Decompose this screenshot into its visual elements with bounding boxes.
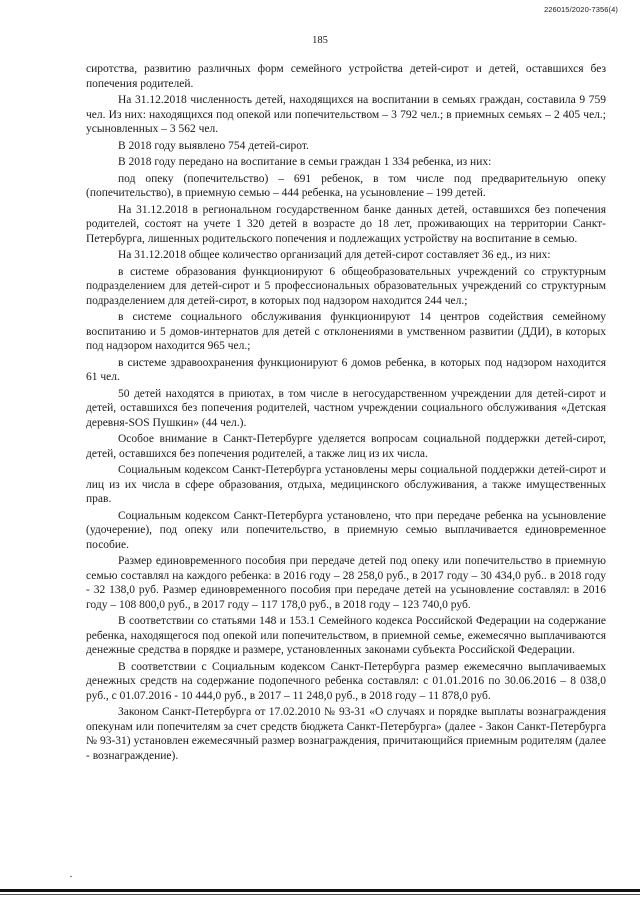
paragraph: Законом Санкт-Петербурга от 17.02.2010 № 93-31 «О случаях и порядке выплаты вознаграждения опекунам или попечителям за счет средств бюджета Санкт-Петербурга» (далее - Закон Санкт-Петербурга № 93-31) установлен ежемесячный размер вознаграждения, причитающийся приемным родителям (далее - вознаграждение). bbox=[86, 706, 606, 762]
paragraph: В 2018 году выявлено 754 детей-сирот. bbox=[118, 139, 309, 152]
paragraph: На 31.12.2018 общее количество организаций для детей-сирот составляет 36 ед., из них: bbox=[118, 249, 551, 261]
scan-artifact bbox=[70, 876, 72, 877]
paragraph: Особое внимание в Санкт-Петербурге уделяется вопросам социальной поддержки детей-сирот, детей, оставшихся без попечения родителей, а также лиц из их числа. bbox=[86, 433, 606, 460]
case-number: 226015/2020-7356(4) bbox=[543, 5, 618, 14]
paragraph: Социальным кодексом Санкт-Петербурга установлены меры социальной поддержки детей-сирот и лиц из их числа в сфере образования, отдыха, медицинского обслуживания, а также имущественных прав. bbox=[86, 464, 606, 505]
scan-edge-line-thin bbox=[0, 894, 640, 895]
document-body bbox=[86, 62, 606, 763]
paragraph: Размер единовременного пособия при передаче детей под опеку или попечительство в приемную семью составлял на каждого ребенка: в 2016 году – 28 258,0 руб., в 2017 году – 30 434,0 руб.. в 2018 году - 32 138,0 руб. Размер единовременного пособия при передаче детей на усыновление составлял: в 2016 году – 108 800,0 руб., в 2017 году – 117 178,0 руб., в 2018 году – 123 740,0 руб. bbox=[86, 555, 606, 611]
paragraph: Социальным кодексом Санкт-Петербурга установлено, что при передаче ребенка на усыновление (удочерение), под опеку или попечительство, в приемную семью выплачивается единовременное пособие. bbox=[86, 509, 606, 551]
scan-edge-line bbox=[0, 889, 640, 892]
paragraph: В 2018 году передано на воспитание в семьи граждан 1 334 ребенка, из них: bbox=[118, 156, 492, 168]
paragraph: В соответствии с Социальным кодексом Санкт-Петербурга размер ежемесячно выплачиваемых денежных средств на содержание подопечного ребенка составлял: с 01.01.2016 по 30.06.2016 – 8 038,0 руб., с 01.07.2016 - 10 444,0 руб., в 2017 – 11 248,0 руб., в 2018 году – 11 878,0 руб. bbox=[86, 660, 606, 702]
paragraph: в системе социального обслуживания функционируют 14 центров содействия семейному воспитанию и 5 домов-интернатов для детей с отклонениями в умственном развитии (ДДИ), в которых под надзором находится 965 чел.; bbox=[86, 311, 606, 352]
page-number: 185 bbox=[312, 35, 328, 46]
paragraph: в системе образования функционируют 6 общеобразовательных учреждений со структурным подразделением для детей-сирот и 5 профессиональных образовательных учреждений со структурным подразделением для детей-сирот, в которых под надзором находится 244 чел.; bbox=[86, 265, 606, 307]
paragraph: На 31.12.2018 в региональном государственном банке данных детей, оставшихся без попечения родителей, состоят на учете 1 320 детей в возрасте до 18 лет, проживающих на территории Санкт-Петербурга, лишенных родительского попечения и подлежащих устройству на воспитание в семью. bbox=[86, 203, 606, 245]
paragraph: На 31.12.2018 численность детей, находящихся на воспитании в семьях граждан, составила 9 759 чел. Из них: находящихся под опекой или попечительством – 3 792 чел.; в приемных семьях – 2 405 чел.; усыновленных – 3 562 чел. bbox=[86, 94, 606, 135]
paragraph: под опеку (попечительство) – 691 ребенок, в том числе под предварительную опеку (попечительство), в приемную семью – 444 ребенка, на усыновление – 199 детей. bbox=[86, 172, 606, 199]
paragraph: в системе здравоохранения функционируют 6 домов ребенка, в которых под надзором находится 61 чел. bbox=[86, 356, 606, 383]
paragraph: В соответствии со статьями 148 и 153.1 Семейного кодекса Российской Федерации на содержание ребенка, находящегося под опекой или попечительством, в приемной семье, ежемесячно выплачиваются денежные средства в порядке и размере, установленных законами субъекта Российской Федерации. bbox=[86, 615, 606, 656]
paragraph: сиротства, развитию различных форм семейного устройства детей-сирот и детей, оставшихся без попечения родителей. bbox=[86, 63, 606, 90]
paragraph: 50 детей находятся в приютах, в том числе в негосударственном учреждении для детей-сирот и детей, оставшихся без попечения родителей, частном учреждении социального обслуживания «Детская деревня-SOS Пушкин» (44 чел.). bbox=[86, 387, 606, 429]
